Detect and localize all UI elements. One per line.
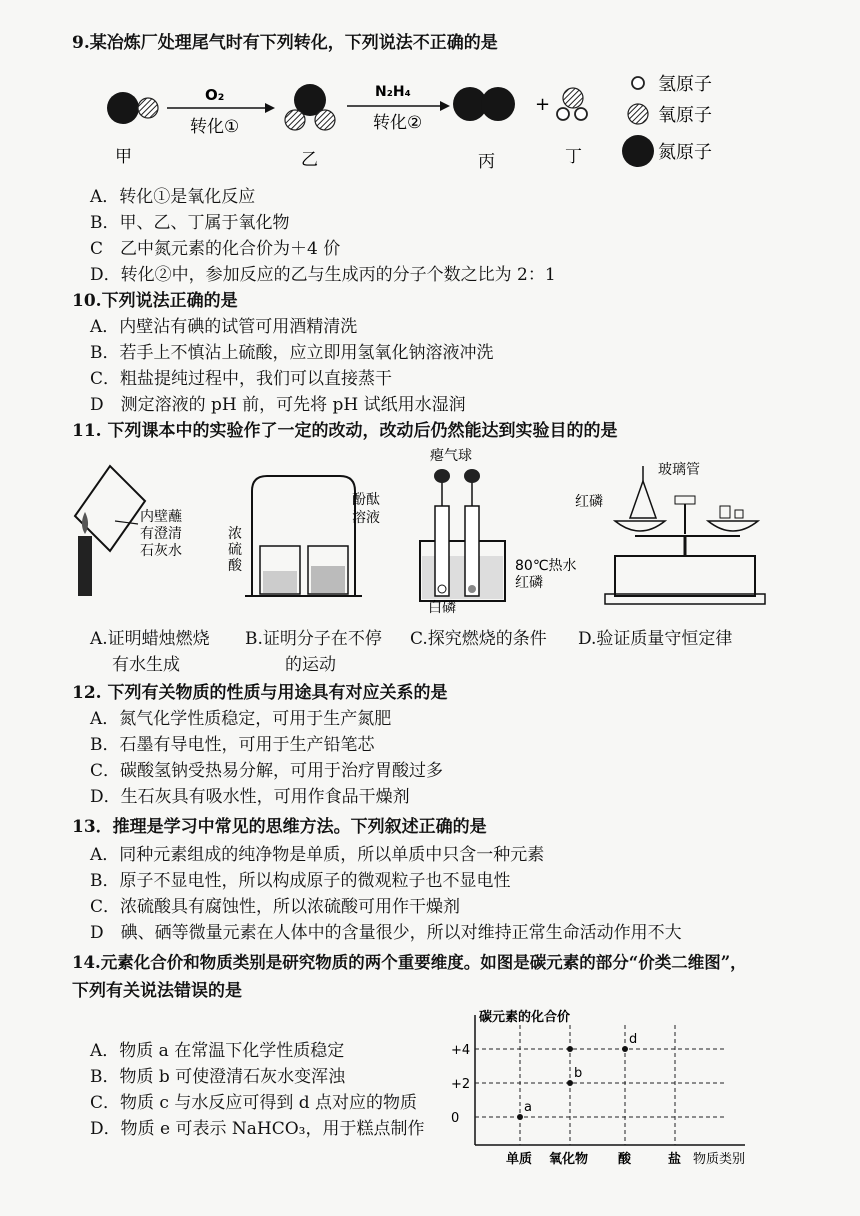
data-point: [622, 1046, 628, 1052]
fig-b-left-1: 浓: [228, 526, 242, 542]
q10-option-c: C．粗盐提纯过程中，我们可以直接蒸干: [90, 369, 393, 389]
figure-d-balance: [575, 461, 765, 604]
x-tick-label: 单质: [506, 1152, 533, 1167]
y-tick-label: 0: [451, 1111, 460, 1126]
fig-b-right-1: 酚酞: [352, 492, 380, 508]
legend-oxygen: 氧原子: [658, 105, 712, 126]
q14-option-b: B．物质 b 可使澄清石灰水变浑浊: [90, 1067, 346, 1087]
label-jia: 甲: [115, 147, 132, 167]
caption-b-line2: 的运动: [285, 655, 336, 675]
arrow2-reagent: N₂H₄: [375, 84, 411, 100]
q10-stem: 10.下列说法正确的是: [72, 291, 238, 311]
y-tick-label: +2: [451, 1077, 471, 1092]
q14-option-a: A．物质 a 在常温下化学性质稳定: [90, 1041, 345, 1061]
figure-c-combustion: [420, 448, 577, 616]
figure-b-bell-jar: [228, 476, 380, 596]
q14-stem-line1: 14.元素化合价和物质类别是研究物质的两个重要维度。如图是碳元素的部分“价类二维图”，: [72, 953, 747, 972]
q13-option-b: B．原子不显电性，所以构成原子的微观粒子也不显电性: [90, 871, 511, 891]
legend: [622, 74, 712, 167]
figure-a-candle: [75, 466, 183, 596]
q13-stem: 13．推理是学习中常见的思维方法。下列叙述正确的是: [72, 817, 487, 837]
q9-option-c: C 乙中氮元素的化合价为＋4 价: [90, 239, 341, 259]
fig-a-label-1: 内壁蘸: [140, 509, 182, 525]
x-tick-label: 酸: [618, 1152, 632, 1167]
data-point-label: d: [629, 1032, 638, 1047]
caption-c-line1: C.探究燃烧的条件: [410, 629, 547, 649]
molecule-yi: [285, 84, 335, 130]
q9-option-d: D．转化②中，参加反应的乙与生成丙的分子个数之比为 2：1: [90, 265, 556, 285]
q11-caption-a: [90, 626, 210, 678]
q11-caption-c: [410, 626, 547, 652]
label-ding: 丁: [565, 147, 582, 167]
legend-nitrogen: 氮原子: [658, 142, 712, 163]
fig-c-white-p: 白磷: [428, 600, 456, 616]
valence-class-chart: [445, 1005, 765, 1175]
label-bing: 丙: [478, 152, 495, 172]
caption-d-line1: D.验证质量守恒定律: [578, 629, 733, 649]
q11-experiment-figures: [60, 446, 780, 616]
q12-stem: 12. 下列有关物质的性质与用途具有对应关系的是: [72, 683, 448, 703]
fig-d-tube: 玻璃管: [658, 462, 700, 478]
nitrogen-atom-icon: [622, 135, 654, 167]
q9-stem: 9.某冶炼厂处理尾气时有下列转化，下列说法不正确的是: [72, 33, 498, 53]
q12-option-b: B．石墨有导电性，可用于生产铅笔芯: [90, 735, 375, 755]
q10-option-a: A．内壁沾有碘的试管可用酒精清洗: [90, 317, 358, 337]
fig-c-hot-water: 80℃热水: [515, 558, 577, 574]
molecule-jia: [107, 92, 158, 124]
q13-option-c: C．浓硫酸具有腐蚀性，所以浓硫酸可用作干燥剂: [90, 897, 461, 917]
q9-reaction-diagram: [95, 70, 745, 180]
q13-option-d: D 碘、硒等微量元素在人体中的含量很少，所以对维持正常生命活动作用不大: [90, 923, 682, 943]
caption-a-line2: 有水生成: [112, 655, 180, 675]
data-point-label: a: [524, 1100, 532, 1115]
data-point: [567, 1080, 573, 1086]
q9-option-a: A．转化①是氧化反应: [90, 187, 256, 207]
q13-option-a: A．同种元素组成的纯净物是单质，所以单质中只含一种元素: [90, 845, 545, 865]
oxygen-atom-icon: [628, 104, 648, 124]
q9-option-b: B．甲、乙、丁属于氧化物: [90, 213, 290, 233]
q11-stem: 11. 下列课本中的实验作了一定的改动，改动后仍然能达到实验目的的是: [72, 421, 618, 441]
fig-d-red-p: 红磷: [575, 494, 603, 510]
y-tick-label: +4: [451, 1043, 471, 1058]
caption-b-line1: B.证明分子在不停: [245, 629, 382, 649]
fig-b-left-2: 硫: [228, 542, 242, 558]
q12-option-d: D．生石灰具有吸水性，可用作食品干燥剂: [90, 787, 410, 807]
caption-a-line1: A.证明蜡烛燃烧: [90, 629, 210, 649]
arrow1-reagent: O₂: [205, 86, 225, 104]
q14-option-c: C．物质 c 与水反应可得到 d 点对应的物质: [90, 1093, 418, 1113]
data-point-label: b: [574, 1066, 583, 1081]
fig-c-red-p: 红磷: [515, 575, 543, 591]
q14-stem-line2: 下列有关说法错误的是: [72, 981, 242, 1001]
fig-a-label-2: 有澄清: [140, 526, 182, 542]
q11-caption-d: [578, 626, 732, 652]
plus-sign: +: [535, 94, 551, 115]
arrow1-label: 转化①: [190, 117, 240, 137]
hydrogen-atom-icon: [632, 77, 644, 89]
q12-option-a: A．氮气化学性质稳定，可用于生产氮肥: [90, 709, 392, 729]
data-point: [567, 1046, 573, 1052]
q14-option-d: D．物质 e 可表示 NaHCO₃，用于糕点制作: [90, 1119, 425, 1139]
x-tick-label: 盐: [668, 1152, 682, 1167]
label-yi: 乙: [301, 150, 318, 170]
q10-option-b: B．若手上不慎沾上硫酸，应立即用氢氧化钠溶液冲洗: [90, 343, 494, 363]
data-point: [517, 1114, 523, 1120]
q12-option-c: C．碳酸氢钠受热易分解，可用于治疗胃酸过多: [90, 761, 444, 781]
molecule-ding: [557, 88, 587, 120]
arrow2-label: 转化②: [373, 113, 423, 133]
fig-b-right-2: 溶液: [352, 510, 380, 526]
q10-option-d: D 测定溶液的 pH 前，可先将 pH 试纸用水湿润: [90, 395, 466, 415]
chart-ylabel: 碳元素的化合价: [479, 1010, 571, 1025]
q11-caption-b: [245, 626, 382, 678]
molecule-bing: [453, 87, 515, 121]
legend-hydrogen: 氢原子: [658, 74, 712, 95]
x-tick-label: 氧化物: [549, 1152, 589, 1167]
fig-c-balloon: 瘪气球: [430, 448, 472, 464]
chart-xlabel: 物质类别: [693, 1152, 746, 1167]
fig-a-label-3: 石灰水: [140, 543, 182, 559]
fig-b-left-3: 酸: [228, 558, 242, 574]
